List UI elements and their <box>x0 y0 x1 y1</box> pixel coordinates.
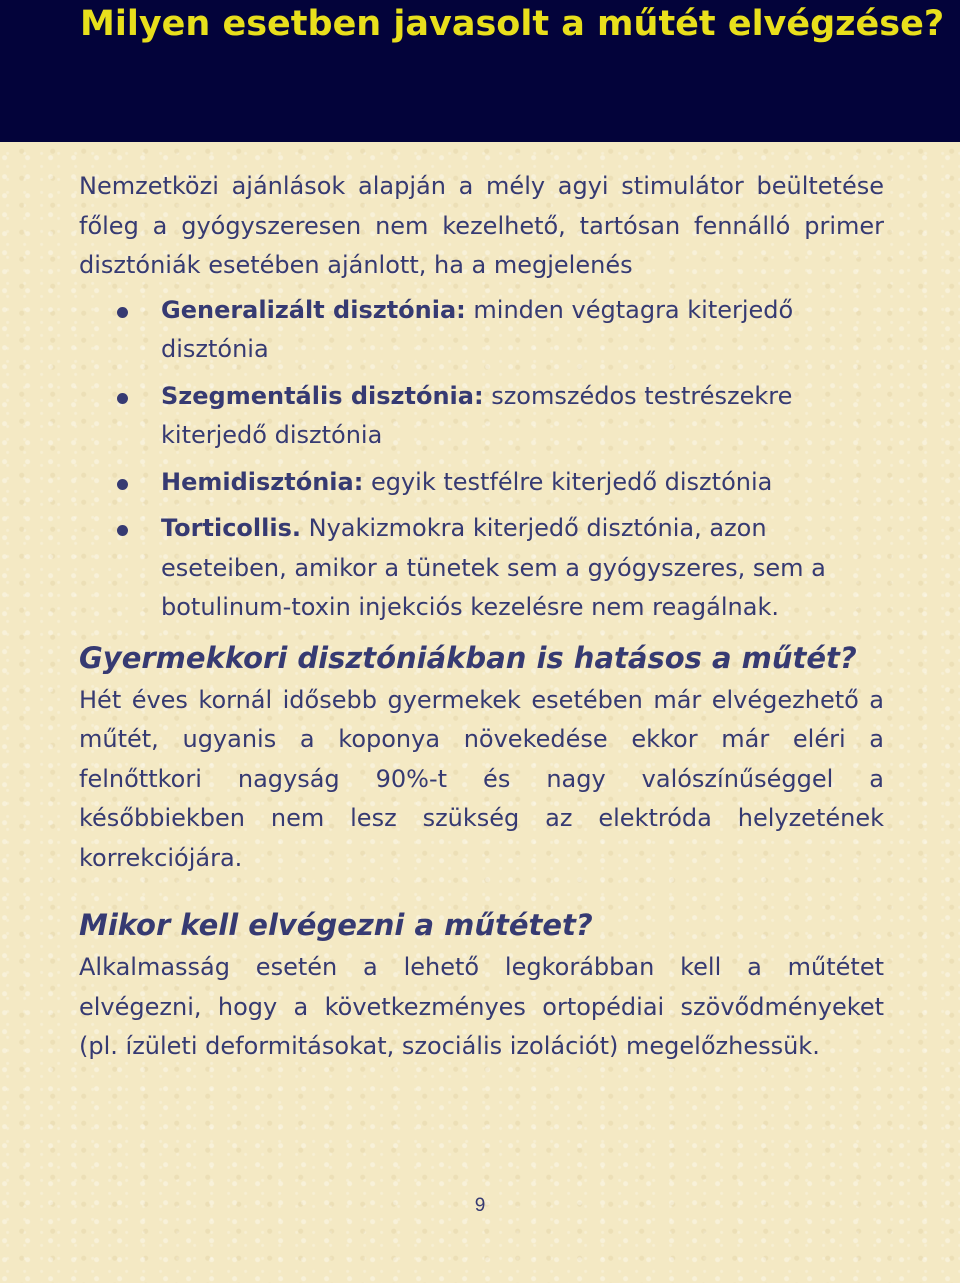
list-item-term: Szegmentális disztónia: <box>161 381 484 410</box>
list-item <box>79 377 884 456</box>
intro-paragraph: Nemzetközi ajánlások alapján a mély agyi stimulátor beültetése főleg a gyógyszeresen nem kezelhető, tartósan fennálló primer disztóniák esetében ajánlott, ha a megjelenés <box>79 172 884 279</box>
section-paragraph-timing: Alkalmasság esetén a lehető legkorábban kell a műtétet elvégezni, hogy a következményes ortopédiai szövődményeket (pl. ízületi deformitásokat, szociális izolációt) megelőzhessük. <box>79 953 884 1060</box>
content-area <box>79 167 884 1067</box>
bullet-icon <box>117 307 128 318</box>
page-title: Milyen esetben javasolt a műtét elvégzése? <box>80 4 945 44</box>
section-paragraph-children: Hét éves kornál idősebb gyermekek esetében már elvégezhető a műtét, ugyanis a koponya növekedése ekkor már eléri a felnőttkori nagyság 90%-t és nagy valószínűséggel a későbbiekben nem lesz szükség az elektróda helyzetének korrekciójára. <box>79 685 884 872</box>
list-item-text: Nyakizmokra kiterjedő disztónia, azon eseteiben, amikor a tünetek sem a gyógyszeres, sem a botulinum-toxin injekciós kezelésre nem reagálnak. <box>161 514 826 621</box>
bullet-icon <box>117 479 128 490</box>
section-heading-children: Gyermekkori disztóniákban is hatásos a műtét? <box>79 640 857 675</box>
list-item-term: Generalizált disztónia: <box>161 295 466 324</box>
list-item-text: egyik testfélre kiterjedő disztónia <box>363 467 773 496</box>
list-item-term: Hemidisztónia: <box>161 467 364 496</box>
bullet-icon <box>117 525 128 536</box>
list-item <box>79 291 884 370</box>
section-heading-timing: Mikor kell elvégezni a műtétet? <box>79 908 593 942</box>
list-item-text: szomszédos testrészekre kiterjedő disztónia <box>161 381 793 449</box>
list-item-term: Torticollis. <box>161 514 302 542</box>
title-banner <box>0 0 960 142</box>
dystonia-types-list <box>79 291 884 628</box>
list-item <box>79 509 884 628</box>
list-item <box>79 463 884 503</box>
list-item-text: minden végtagra kiterjedő disztónia <box>161 295 794 363</box>
page-number: 9 <box>474 1195 486 1216</box>
bullet-icon <box>117 393 128 404</box>
